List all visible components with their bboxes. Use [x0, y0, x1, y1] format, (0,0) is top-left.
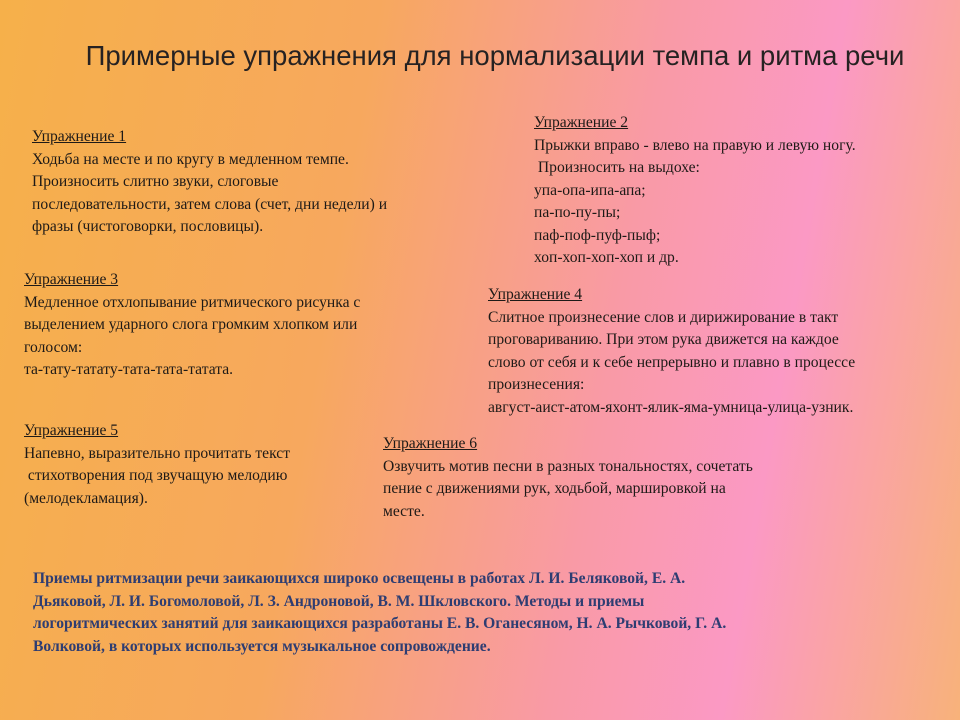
exercise-text-line: пение с движениями рук, ходьбой, маршировкой на — [383, 480, 726, 497]
exercise-text-line: проговариванию. При этом рука движется на каждое — [488, 331, 839, 348]
exercise-text-line: Ходьба на месте и по кругу в медленном темпе. — [32, 150, 349, 168]
note-line: Волковой, в которых используется музыкальное сопровождение. — [33, 637, 491, 655]
exercise-text-line: Произносить слитно звуки, слоговые — [32, 173, 279, 190]
exercise-text-line: Прыжки вправо - влево на правую и левую ногу. — [534, 136, 856, 154]
exercise-text-line: Напевно, выразительно прочитать текст — [24, 444, 291, 462]
exercise-text-line: хоп-хоп-хоп-хоп и др. — [534, 249, 679, 266]
exercise-text-line: паф-поф-пуф-пыф; — [534, 226, 661, 244]
exercise-2 — [534, 112, 856, 270]
exercise-heading: Упражнение 3 — [24, 271, 119, 288]
exercise-text-line: фразы (чистоговорки, пословицы). — [32, 218, 264, 235]
exercise-text-line: Произносить на выдохе: — [534, 159, 700, 176]
exercise-text-line: Медленное отхлопывание ритмического рисунка с — [24, 293, 361, 311]
exercise-5 — [24, 420, 290, 510]
exercise-text-line: па-по-пу-пы; — [534, 204, 621, 221]
exercise-text-line: последовательности, затем слова (счет, дни недели) и — [32, 195, 388, 213]
exercise-heading: Упражнение 1 — [32, 128, 127, 145]
exercise-text-line: та-тату-татату-тата-тата-татата. — [24, 361, 234, 378]
exercise-1 — [32, 126, 387, 239]
exercise-text-line: (мелодекламация). — [24, 489, 148, 507]
references-note — [33, 568, 913, 658]
exercise-text-line: слово от себя и к себе непрерывно и плавно в процессе — [488, 353, 856, 371]
exercise-4 — [488, 284, 855, 419]
exercise-heading: Упражнение 2 — [534, 114, 629, 131]
exercise-text-line: упа-опа-ипа-апа; — [534, 181, 646, 199]
exercise-heading: Упражнение 5 — [24, 422, 119, 439]
note-line: Дьяковой, Л. И. Богомоловой, Л. З. Андроновой, В. М. Шкловского. Методы и приемы — [33, 592, 645, 610]
exercise-text-line: Озвучить мотив песни в разных тональностях, сочетать — [383, 457, 753, 475]
exercise-text-line: выделением ударного слога громким хлопком или — [24, 316, 358, 333]
exercise-text-line: Слитное произнесение слов и дирижирование в такт — [488, 308, 839, 326]
note-line: Приемы ритмизации речи заикающихся широко освещены в работах Л. И. Беляковой, Е. А. — [33, 570, 686, 587]
exercise-3 — [24, 269, 360, 382]
exercise-text-line: месте. — [383, 502, 425, 520]
note-line: логоритмических занятий для заикающихся разработаны Е. В. Оганесяном, Н. А. Рычковой, Г. А. — [33, 615, 727, 632]
exercise-text-line: голосом: — [24, 338, 83, 356]
exercise-heading: Упражнение 4 — [488, 286, 583, 303]
slide-title: Примерные упражнения для нормализации темпа и ритма речи — [85, 40, 905, 71]
exercise-text-line: произнесения: — [488, 376, 585, 393]
exercise-heading: Упражнение 6 — [383, 435, 478, 452]
exercise-text-line: август-аист-атом-яхонт-ялик-яма-умница-улица-узник. — [488, 398, 854, 416]
exercise-text-line: стихотворения под звучащую мелодию — [24, 467, 288, 484]
exercise-6 — [383, 433, 753, 523]
